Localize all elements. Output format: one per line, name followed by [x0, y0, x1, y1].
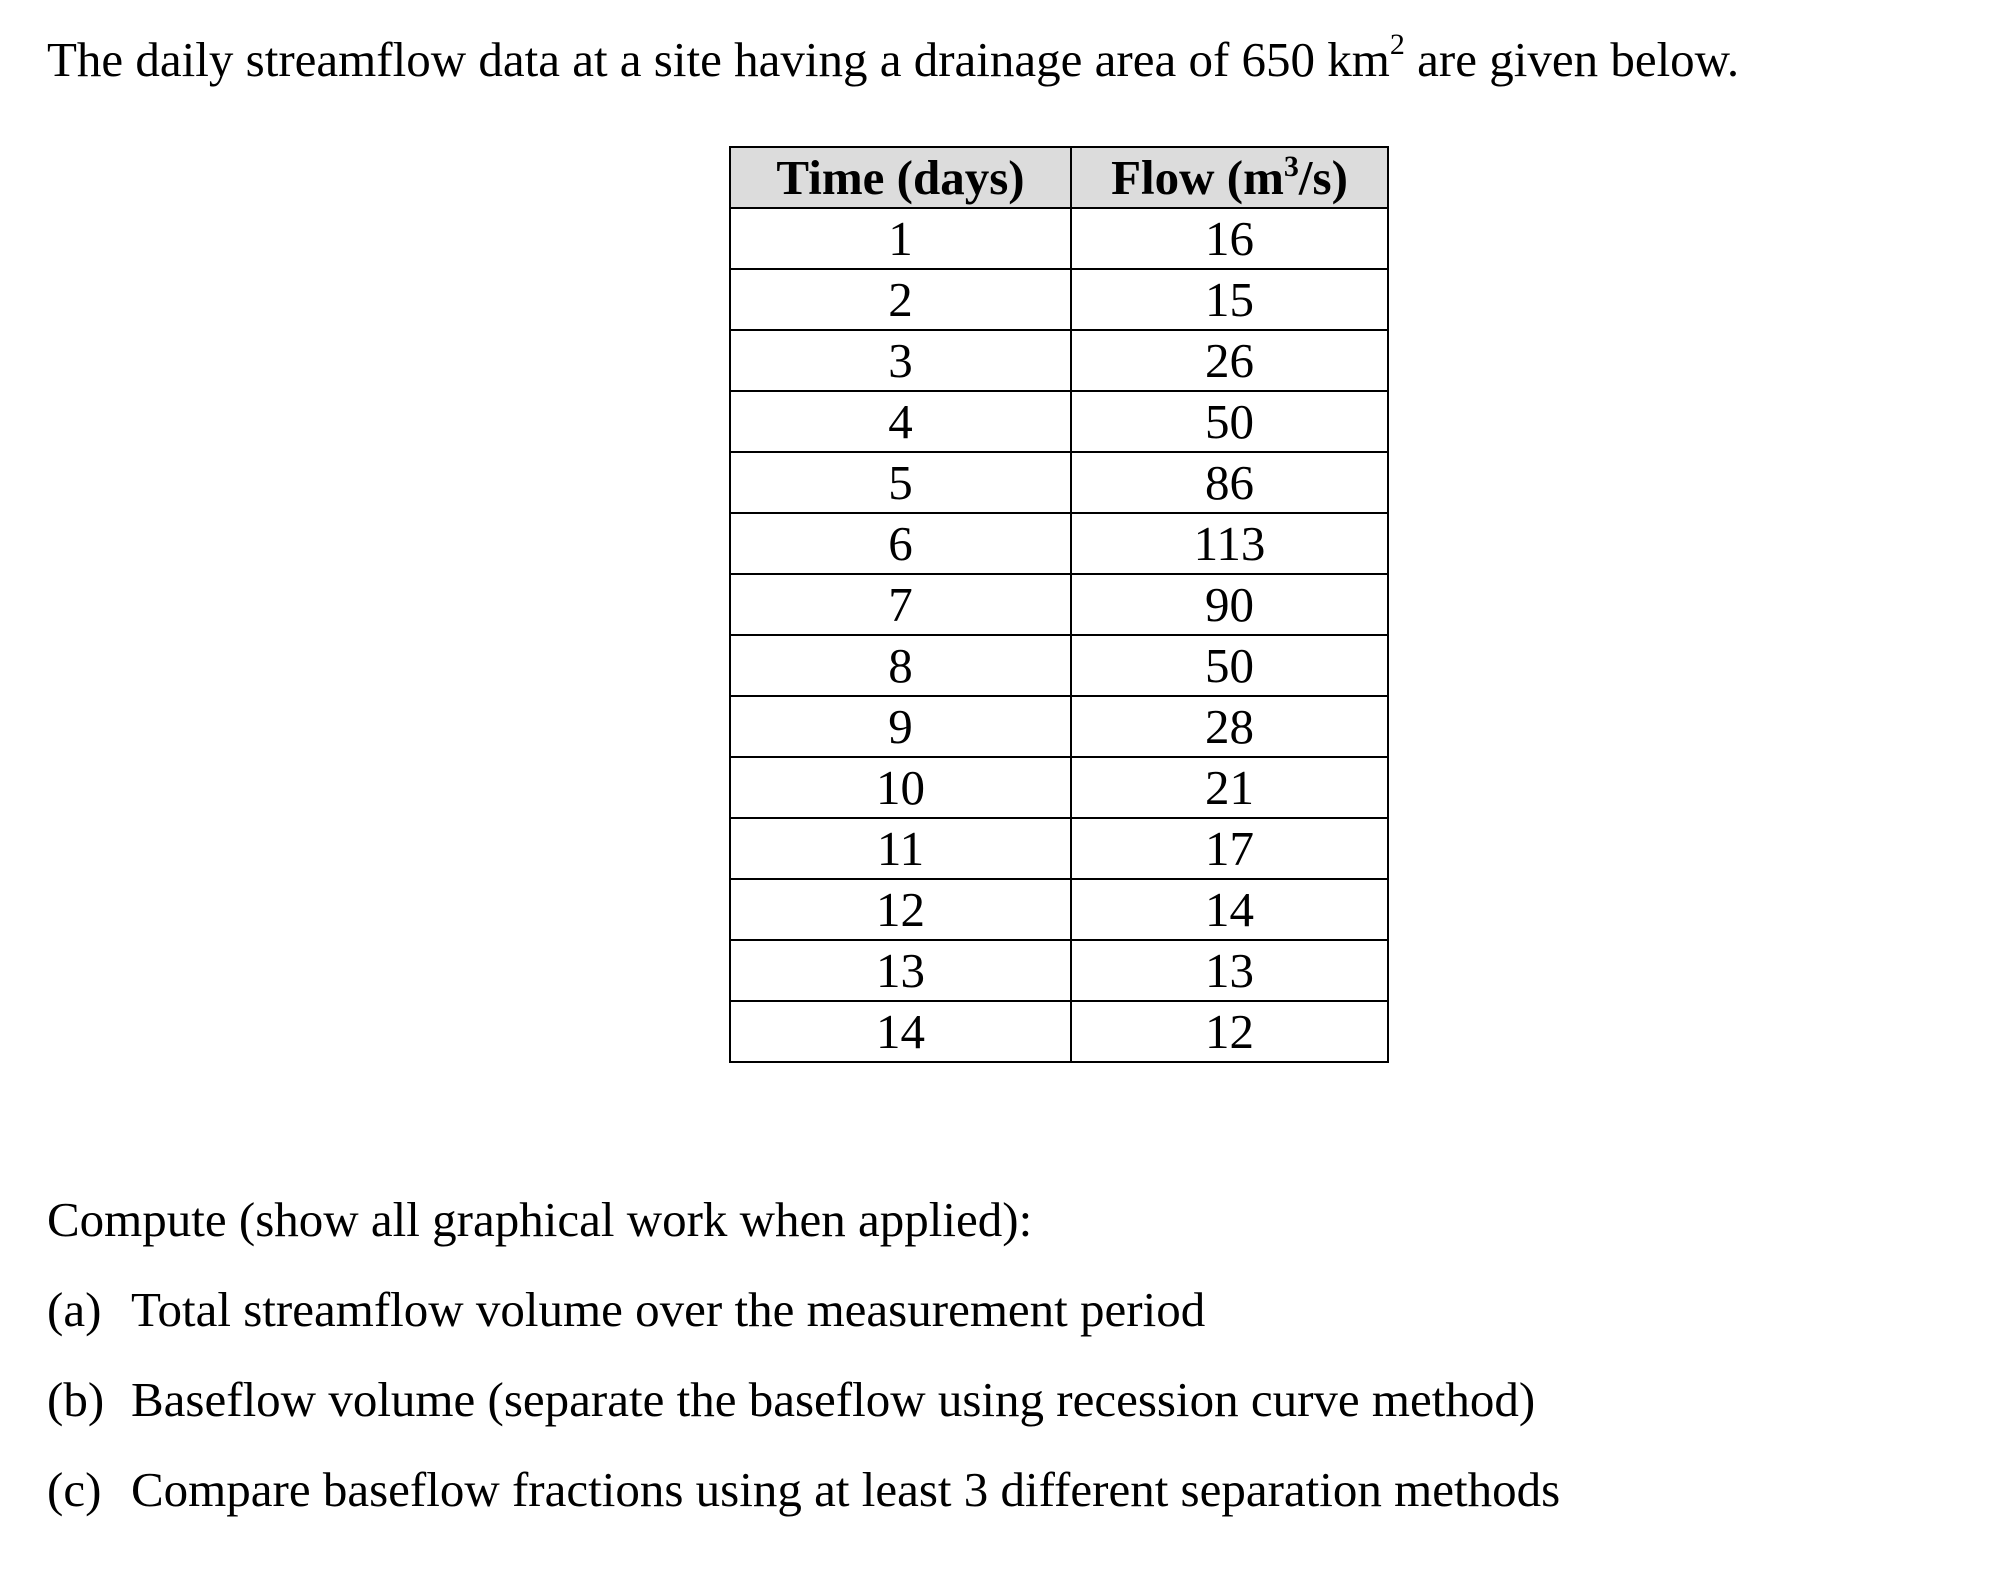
flow-cell: 13: [1071, 940, 1388, 1001]
flow-header-prefix: Flow (m: [1111, 150, 1284, 205]
table-row: [730, 757, 1388, 818]
time-cell: 13: [730, 940, 1071, 1001]
table-row: [730, 513, 1388, 574]
flow-column-header: [1071, 147, 1388, 208]
table-row: [730, 391, 1388, 452]
question-item-a: [47, 1278, 1560, 1368]
table-header-row: [730, 147, 1388, 208]
flow-cell: 26: [1071, 330, 1388, 391]
table-row: [730, 818, 1388, 879]
table-row: [730, 452, 1388, 513]
table-row: [730, 330, 1388, 391]
questions-section: [47, 1188, 1560, 1548]
time-cell: 7: [730, 574, 1071, 635]
time-cell: 4: [730, 391, 1071, 452]
time-cell: 1: [730, 208, 1071, 269]
flow-cell: 21: [1071, 757, 1388, 818]
streamflow-table: [729, 146, 1389, 1063]
table-row: [730, 940, 1388, 1001]
flow-header-suffix: /s): [1298, 150, 1348, 205]
time-column-header: Time (days): [730, 147, 1071, 208]
time-cell: 6: [730, 513, 1071, 574]
time-cell: 12: [730, 879, 1071, 940]
question-text: Compare baseflow fractions using at least 3 different separation methods: [131, 1462, 1561, 1517]
table-row: [730, 879, 1388, 940]
question-marker: (b): [47, 1372, 105, 1427]
question-marker: (a): [47, 1282, 102, 1337]
questions-heading: Compute (show all graphical work when applied):: [47, 1192, 1033, 1247]
problem-statement: [47, 28, 1739, 92]
flow-cell: 15: [1071, 269, 1388, 330]
flow-cell: 17: [1071, 818, 1388, 879]
question-marker: (c): [47, 1462, 102, 1517]
table-row: [730, 269, 1388, 330]
flow-cell: 12: [1071, 1001, 1388, 1062]
time-cell: 3: [730, 330, 1071, 391]
time-cell: 5: [730, 452, 1071, 513]
time-cell: 8: [730, 635, 1071, 696]
flow-cell: 16: [1071, 208, 1388, 269]
flow-header-superscript: 3: [1283, 150, 1299, 183]
table-row: [730, 208, 1388, 269]
problem-statement-text: The daily streamflow data at a site having a drainage area of 650 km: [47, 32, 1390, 87]
flow-cell: 50: [1071, 635, 1388, 696]
question-item-c: [47, 1458, 1560, 1548]
flow-cell: 50: [1071, 391, 1388, 452]
flow-cell: 28: [1071, 696, 1388, 757]
time-cell: 10: [730, 757, 1071, 818]
table-row: [730, 574, 1388, 635]
table-row: [730, 696, 1388, 757]
flow-cell: 86: [1071, 452, 1388, 513]
question-text: Total streamflow volume over the measurement period: [131, 1282, 1206, 1337]
flow-cell: 90: [1071, 574, 1388, 635]
time-cell: 2: [730, 269, 1071, 330]
area-unit-superscript: 2: [1389, 28, 1405, 61]
table-row: [730, 635, 1388, 696]
question-item-b: [47, 1368, 1560, 1458]
question-text: Baseflow volume (separate the baseflow using recession curve method): [131, 1372, 1536, 1427]
problem-statement-ending: are given below.: [1404, 32, 1740, 87]
time-cell: 11: [730, 818, 1071, 879]
flow-cell: 113: [1071, 513, 1388, 574]
table-row: [730, 1001, 1388, 1062]
time-cell: 9: [730, 696, 1071, 757]
flow-cell: 14: [1071, 879, 1388, 940]
time-cell: 14: [730, 1001, 1071, 1062]
